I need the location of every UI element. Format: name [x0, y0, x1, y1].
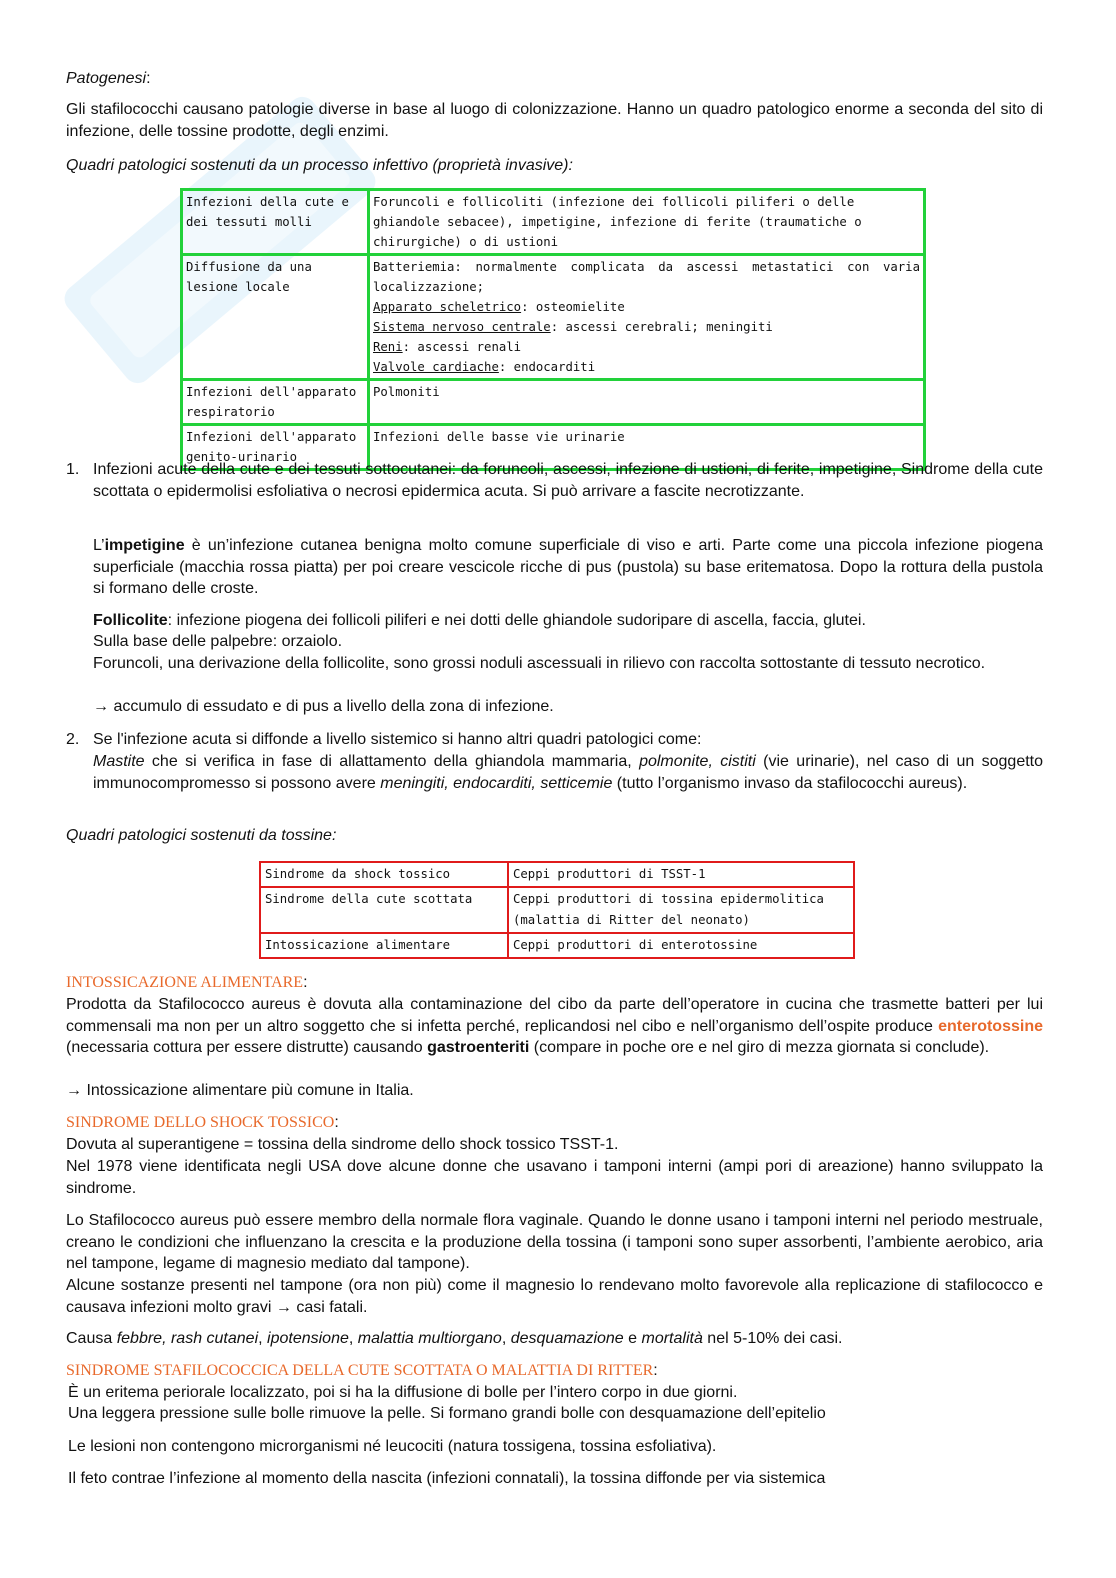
intox-arrow-line: → Intossicazione alimentare più comune in Italia. [66, 1082, 414, 1099]
follicolite-text: : infezione piogena dei follicoli piliferi e nei dotti delle ghiandole sudoripare di ascella, faccia, glutei. [167, 612, 866, 629]
ritter-line-1: È un eritema periorale localizzato, poi si ha la diffusione di bolle per l’intero corpo in due giorni. [68, 1384, 738, 1401]
table-cell: Infezioni della cute e dei tessuti molli [182, 190, 369, 255]
shock-line-2: Nel 1978 viene identificata negli USA dove alcune donne che usavano i tamponi interni (ampi pori di areazione) hanno sviluppato la sindrome. [66, 1158, 1043, 1197]
mastite-term: Mastite [93, 753, 145, 770]
heading-colon: : [303, 974, 308, 991]
shock-paragraph-3: Alcune sostanze presenti nel tampone (ora non più) come il magnesio lo rendevano molto favorevole alla replicazione di stafilococco e causava infezioni molto gravi → casi fatali. [66, 1277, 1043, 1316]
table-cell: Polmoniti [369, 380, 925, 425]
shock-causa-line [66, 1328, 1043, 1350]
list-number: 2. [66, 731, 80, 748]
orzaiolo-line: Sulla base delle palpebre: orzaiolo. [93, 633, 343, 650]
enterotossine-term: enterotossine [938, 1017, 1043, 1035]
intox-heading-line [66, 972, 1043, 994]
table-row [260, 933, 854, 958]
ritter-line-4: Il feto contrae l’infezione al momento della nascita (infezioni connatali), la tossina diffonde per via sistemica [68, 1470, 826, 1487]
section-title-patogenesi: Patogenesi: [66, 70, 151, 87]
accumulo-line: → accumulo di essudato e di pus a livello della zona di infezione. [93, 698, 554, 715]
impetigine-pre: L’ [93, 537, 105, 554]
table-cell: Ceppi produttori di TSST-1 [508, 862, 854, 887]
causa-term: ipotensione [267, 1330, 349, 1347]
impetigine-text: è un’infezione cutanea benigna molto comune superficiale di viso e arti. Parte come una piccola infezione piogena superficiale (macchia rossa piatta) per poi creare vescicole ricche di pus (pustola) su base eritematosa. Dopo la rottura della pustola si formano delle croste. [93, 537, 1043, 597]
shock-heading: SINDROME DELLO SHOCK TOSSICO [66, 1114, 335, 1131]
intox-seg: Prodotta da Stafilococco aureus è dovuta alla contaminazione del cibo da parte dell’operatore in cucina che trasmette batteri per lui commensali ma non per un altro soggetto che si infetta perché, replicandosi nel cibo e nell’organismo dell’ospite produce [66, 996, 1043, 1035]
toxin-title: Quadri patologici sostenuti da tossine: [66, 827, 337, 844]
ritter-line-3: Le lesioni non contengono microrganismi né leucociti (natura tossigena, tossina esfoliativa). [68, 1438, 717, 1455]
ritter-line-2: Una leggera pressione sulle bolle rimuove la pelle. Si formano grandi bolle con desquamazione dell’epitelio [68, 1405, 826, 1422]
intro-paragraph: Gli stafilococchi causano patologie diverse in base al luogo di colonizzazione. Hanno un quadro patologico enorme a seconda del sito di infezione, delle tossine prodotte, degli enzimi. [66, 101, 1043, 140]
intox-seg: (compare in poche ore e nel giro di mezza giornata si conclude). [529, 1039, 990, 1056]
table-cell: Diffusione da una lesione locale [182, 255, 369, 380]
table-row [182, 255, 925, 380]
impetigine-term: impetigine [104, 537, 185, 554]
follicolite-paragraph [93, 610, 1043, 632]
causa-sep: e [623, 1330, 642, 1347]
follicolite-term: Follicolite [93, 612, 168, 629]
table-cell: Infezioni dell'apparato respiratorio [182, 380, 369, 425]
bacteremia-line: Batteriemia: normalmente complicata da ascessi metastatici con varia localizzazione; [373, 260, 920, 294]
intox-paragraph [66, 994, 1043, 1059]
gastroenteriti-term: gastroenteriti [427, 1039, 530, 1056]
item2-seg: che si verifica in fase di allattamento della ghiandola mammaria, [144, 753, 640, 770]
list-item-text: Infezioni acute della cute e dei tessuti sottocutanei: da foruncoli, ascessi, infezione di ustioni, di ferite, impetigine, Sindrome della cute scottata o epidermolisi esfoliativa o necrosi epidermica acuta. Si può arrivare a fascite necrotizzante. [93, 461, 1043, 500]
site-value: : ascessi renali [402, 340, 522, 354]
ritter-heading-line [66, 1360, 1043, 1382]
list-number: 1. [66, 461, 80, 478]
site-label: Valvole cardiache [373, 360, 499, 374]
causa-term: febbre, rash cutanei [116, 1330, 259, 1347]
table-cell: Ceppi produttori di enterotossine [508, 933, 854, 958]
table-cell: Foruncoli e follicoliti (infezione dei follicoli piliferi o delle ghiandole sebacee), impetigine, infezione di ferite (traumatiche o chirurgiche) o di ustioni [369, 190, 925, 255]
table-cell: Infezioni delle basse vie urinarie [369, 425, 925, 470]
table-row [182, 190, 925, 255]
impetigine-paragraph [93, 535, 1043, 600]
invasive-table [180, 188, 926, 471]
item2-seg: (vie urinarie), nel caso di un soggetto immunocompromesso si possono avere [93, 753, 1044, 792]
causa-sep: , [258, 1330, 268, 1347]
toxin-table [259, 861, 855, 959]
causa-term: malattia multiorgano [357, 1330, 502, 1347]
meningiti-term: meningiti, endocarditi, setticemie [380, 774, 613, 792]
intox-heading: INTOSSICAZIONE ALIMENTARE [66, 974, 304, 991]
table-cell: Sindrome da shock tossico [260, 862, 508, 887]
heading-colon: : [653, 1362, 658, 1379]
heading-colon: : [334, 1114, 339, 1131]
item2-intro: Se l'infezione acuta si diffonde a livello sistemico si hanno altri quadri patologici come: [93, 731, 702, 748]
ritter-heading: SINDROME STAFILOCOCCICA DELLA CUTE SCOTTATA O MALATTIA DI RITTER [66, 1362, 654, 1379]
causa-seg: Causa [66, 1330, 117, 1347]
site-value: : endocarditi [498, 360, 596, 374]
site-label: Apparato scheletrico [373, 300, 522, 314]
shock-line-1: Dovuta al superantigene = tossina della sindrome dello shock tossico TSST-1. [66, 1136, 619, 1153]
table-row [182, 380, 925, 425]
shock-heading-line [66, 1112, 1043, 1134]
site-label: Reni [373, 340, 403, 354]
table-row [260, 862, 854, 887]
table-row [260, 887, 854, 933]
causa-sep: , [501, 1330, 511, 1347]
causa-sep: , [348, 1330, 358, 1347]
site-value: : osteomielite [521, 300, 625, 314]
table-cell: Intossicazione alimentare [260, 933, 508, 958]
foruncoli-line: Foruncoli, una derivazione della follicolite, sono grossi noduli ascessuali in rilievo con raccolta sottostante di tessuto necrotico. [93, 655, 986, 672]
polmonite-term: polmonite, cistiti [639, 753, 756, 770]
table-cell: Sindrome della cute scottata [260, 887, 508, 933]
site-value: : ascessi cerebrali; meningiti [550, 320, 773, 334]
causa-term: mortalità [641, 1330, 703, 1347]
table-cell: Ceppi produttori di tossina epidermolitica (malattia di Ritter del neonato) [508, 887, 854, 933]
table-cell: Infezioni dell'apparato genito-urinario [182, 425, 369, 470]
intox-seg: (necessaria cottura per essere distrutte) causando [66, 1039, 428, 1056]
shock-paragraph-2: Lo Stafilococco aureus può essere membro della normale flora vaginale. Quando le donne usano i tamponi interni nel periodo mestruale, creano le condizioni che influenzano la crescita e la produzione della tossina (i tamponi sono super assorbenti, l’ambiente aerobico, aria nel tampone, legame di magnesio mediato dal tampone). [66, 1212, 1043, 1272]
site-label: Sistema nervoso centrale [373, 320, 551, 334]
item2-seg: (tutto l’organismo invaso da stafilococchi aureus). [612, 774, 968, 792]
table-cell [369, 255, 925, 380]
item2-text [93, 751, 1043, 794]
invasive-title: Quadri patologici sostenuti da un processo infettivo (proprietà invasive): [66, 157, 573, 174]
causa-term: desquamazione [510, 1330, 624, 1347]
causa-seg: nel 5-10% dei casi. [702, 1330, 843, 1347]
